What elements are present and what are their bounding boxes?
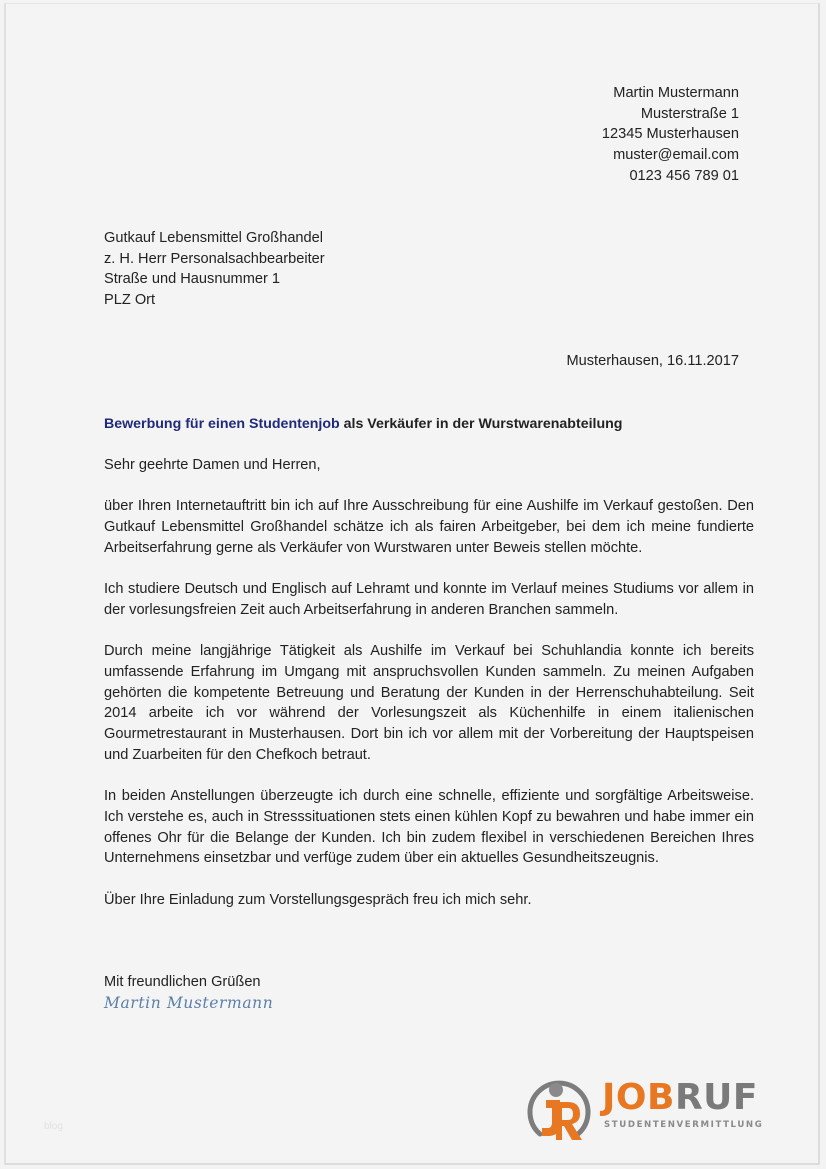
jobruf-jr-runner-icon: [526, 1072, 592, 1144]
subject-line: [104, 414, 622, 435]
salutation: Sehr geehrte Damen und Herren,: [104, 457, 321, 473]
recipient-city: PLZ Ort: [104, 292, 156, 309]
recipient-company: Gutkauf Lebensmittel Großhandel: [104, 230, 324, 246]
paragraph-3: Durch meine langjährige Tätigkeit als Aushilfe im Verkauf bei Schuhlandia konnte ich bereits umfassende Erfahrung im Umgang mit anspruchsvollen Kunden sammeln. Zu meinen Aufgaben gehörten die kompetente Betreuung und Beratung der Kunden in der Herrenschuhabteilung. Seit 2014 arbeite ich vor während der Vorlesungszeit als Küchenhilfe in einem italienischen Gourmetrestaurant in Musterhausen. Dort bin ich vor allem mit der Vorbereitung der Hauptspeisen und Zuarbeiten für den Chefkoch betraut.: [104, 643, 754, 763]
logo-word-job: JOB: [602, 1077, 675, 1118]
closing-phrase: Mit freundlichen Grüßen: [104, 974, 261, 990]
sender-address-block: [602, 83, 739, 187]
subject-highlight: Bewerbung für einen Studentenjob: [104, 416, 340, 432]
sender-name: Martin Mustermann: [613, 85, 739, 101]
logo-tagline: STUDENTENVERMITTLUNG: [604, 1120, 764, 1130]
recipient-street: Straße und Hausnummer 1: [104, 271, 281, 288]
paragraph-2: Ich studiere Deutsch und Englisch auf Lehramt und konnte im Verlauf meines Studiums vor allem in der vorlesungsfreien Zeit auch Arbeitserfahrung in anderen Branchen sammeln.: [104, 581, 754, 618]
paragraph-4: In beiden Anstellungen überzeugte ich durch eine schnelle, effiziente und sorgfältige Arbeitsweise. Ich verstehe es, auch in Stresssituationen stets einen kühlen Kopf zu bewahren und habe immer ein offenes Ohr für die Belange der Kunden. Ich bin zudem flexibel in verschiedenen Bereichen Ihres Unternehmens einsetzbar und verfüge zudem über ein aktuelles Gesundheitszeugnis.: [104, 788, 754, 867]
recipient-address-block: [104, 228, 325, 311]
paragraph-5: Über Ihre Einladung zum Vorstellungsgespräch freu ich mich sehr.: [104, 891, 532, 908]
recipient-attention: z. H. Herr Personalsachbearbeiter: [104, 250, 325, 267]
logo-wordmark: [602, 1078, 758, 1118]
watermark-text: blog: [44, 1121, 63, 1132]
sender-email: muster@email.com: [613, 147, 739, 164]
logo-word-ruf: RUF: [674, 1077, 758, 1118]
sender-street: Musterstraße 1: [640, 105, 739, 122]
jobruf-logo: [526, 1072, 766, 1152]
date-line: Musterhausen, 16.11.2017: [566, 353, 739, 369]
sender-city: 12345 Musterhausen: [601, 126, 739, 143]
sender-phone: 0123 456 789 01: [629, 167, 739, 184]
subject-rest: als Verkäufer in der Wurstwarenabteilung: [339, 416, 623, 432]
letter-page: [4, 3, 820, 1165]
letter-body: [104, 455, 754, 931]
paragraph-1: über Ihren Internetauftritt bin ich auf Ihre Ausschreibung für eine Aushilfe im Verkauf gestoßen. Den Gutkauf Lebensmittel Großhandel schätze ich als fairen Arbeitgeber, bei dem ich meine fundierte Arbeitserfahrung gerne als Verkäufer von Wurstwaren unter Beweis stellen möchte.: [104, 498, 754, 556]
signature: Martin Mustermann: [104, 994, 274, 1012]
